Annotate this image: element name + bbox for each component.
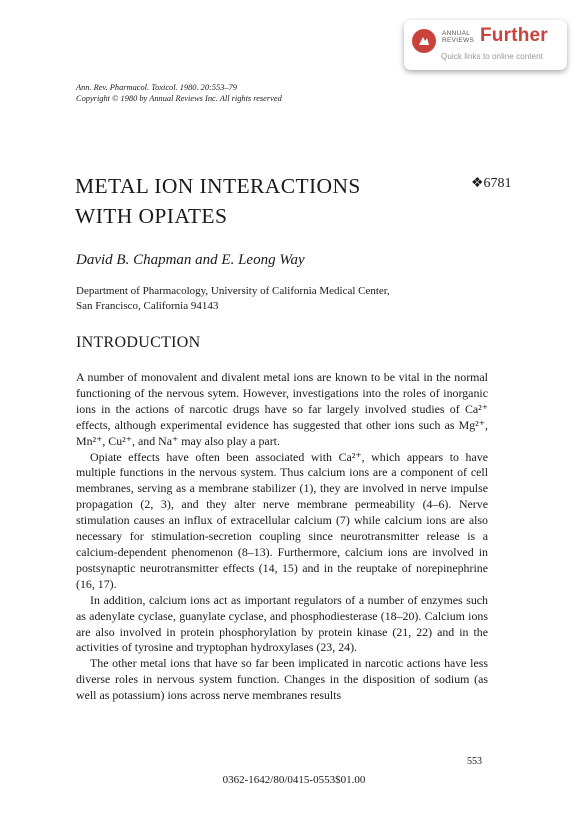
- footer-code: 0362-1642/80/0415-0553$01.00: [222, 774, 366, 786]
- section-heading: INTRODUCTION: [76, 334, 201, 351]
- journal-citation-line: Ann. Rev. Pharmacol. Toxicol. 1980. 20:553–79: [76, 83, 237, 92]
- article-title: [75, 171, 361, 231]
- article-authors: David B. Chapman and E. Leong Way: [76, 252, 305, 268]
- paragraph: A number of monovalent and divalent metal ions are known to be vital in the normal functioning of the nervous sytem. However, investigations into the roles of inorganic ions in the actions of narcotic drugs have so far largely involved studies of Ca²⁺ effects, although experimental evidence has suggested that other ions such as Mg²⁺, Mn²⁺, Cu²⁺, and Na⁺ may also play a part.: [76, 370, 488, 448]
- affiliation-line-1: Department of Pharmacology, University of California Medical Center,: [76, 285, 390, 297]
- author-affiliation: [76, 284, 390, 314]
- paragraph: The other metal ions that have so far been implicated in narcotic actions have less diverse roles in nervous system function. Changes in the disposition of sodium (as well as potassium) ions across nerve membranes results: [76, 656, 488, 703]
- annual-reviews-further-badge[interactable]: [404, 20, 567, 70]
- article-code: ❖6781: [471, 176, 512, 191]
- annual-reviews-wordmark: ANNUAL REVIEWS: [442, 30, 475, 44]
- paragraph: In addition, calcium ions act as important regulators of a number of enzymes such as adenylate cyclase, guanylate cyclase, and phosphodiesterase (18–20). Calcium ions are also involved in protein phosphorylation by protein kinase (21, 22) and in the activities of tyrosine and tryptophan hydroxylases (23, 24).: [76, 592, 488, 655]
- journal-citation: [76, 82, 282, 104]
- page-number: 553: [467, 756, 482, 767]
- further-subtitle: Quick links to online content: [441, 52, 543, 61]
- article-title-line-1: METAL ION INTERACTIONS: [75, 174, 361, 198]
- affiliation-line-2: San Francisco, California 94143: [76, 300, 219, 312]
- body-text: [76, 370, 488, 704]
- article-title-line-2: WITH OPIATES: [75, 204, 228, 228]
- copyright-line: Copyright © 1980 by Annual Reviews Inc. All rights reserved: [76, 94, 282, 103]
- further-label: Further: [480, 25, 548, 46]
- paragraph: Opiate effects have often been associated with Ca²⁺, which appears to have multiple functions in the nervous system. Thus calcium ions are a component of cell membranes, serving as a membrane stabilizer (1), they are involved in nerve impulse propagation (2, 3), and they alter nerve membrane permeability (4–6). Nerve stimulation causes an influx of extracellular calcium (7) while calcium ions are also necessary for stimulation-secretion coupling since neurotransmitter release is a calcium-dependent phenomenon (8–13). Furthermore, calcium ions are involved in postsynaptic neurotransmitter effects (14, 15) and in the reuptake of norepinephrine (16, 17).: [76, 449, 488, 591]
- annual-reviews-logo-icon: [412, 29, 436, 53]
